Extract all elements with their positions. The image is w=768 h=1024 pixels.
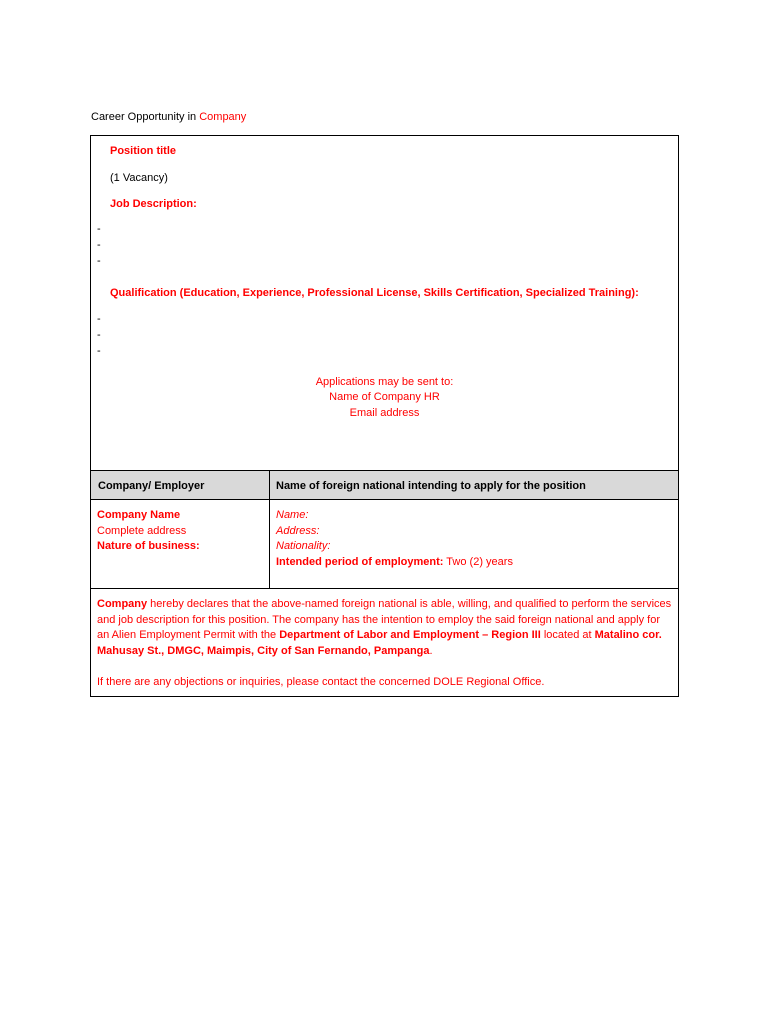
heading-company: Company — [199, 111, 247, 123]
qualification-label: Qualification (Education, Experience, Professional License, Skills Certification, Specialized Training): — [110, 287, 639, 299]
nationality-label: Nationality: — [276, 540, 331, 552]
applications-email: Email address — [349, 407, 420, 419]
declaration-body-3: . — [429, 644, 433, 657]
page-heading — [91, 110, 246, 124]
applications-intro: Applications may be sent to: — [315, 376, 454, 388]
table-body-row — [91, 500, 678, 588]
position-title: Position title — [110, 145, 176, 157]
job-description-label: Job Description: — [110, 198, 197, 210]
declaration-body-2: located at — [540, 629, 595, 642]
company-name: Company Name — [97, 509, 181, 521]
company-address: Complete address — [97, 524, 187, 537]
qualification-item: - — [97, 329, 101, 341]
declaration-company: Company — [97, 598, 148, 610]
table-header-row — [91, 470, 678, 500]
company-cell — [97, 508, 200, 555]
job-posting-table — [90, 135, 679, 697]
declaration-section — [91, 588, 678, 696]
declaration-note: If there are any objections or inquiries, please contact the concerned DOLE Regional Office. — [97, 676, 545, 688]
job-details-section — [91, 136, 678, 470]
declaration-body-1: hereby declares that the above-named foreign national is able, willing, and qualified to perform the services and job description for this position. The company has the intention to employ the said foreign national and apply for an Alien Employment Permit with the — [97, 598, 672, 642]
qualification-item: - — [97, 345, 101, 357]
job-description-item: - — [97, 255, 101, 267]
applications-hr-name: Name of Company HR — [329, 391, 440, 403]
qualification-item: - — [97, 313, 101, 325]
name-label: Name: — [276, 509, 309, 521]
address-label: Address: — [276, 524, 320, 537]
header-foreign-national: Name of foreign national intending to apply for the position — [276, 480, 586, 492]
nature-of-business-label: Nature of business: — [97, 540, 200, 552]
job-description-item: - — [97, 223, 101, 235]
employment-period-label: Intended period of employment: — [276, 555, 444, 568]
job-description-item: - — [97, 239, 101, 251]
declaration-department: Department of Labor and Employment – Region III — [279, 629, 541, 642]
declaration-text — [97, 597, 673, 659]
heading-prefix: Career Opportunity in — [91, 111, 200, 123]
declaration-address: Matalino cor. Mahusay St., DMGC, Maimpis, City of San Fernando, Pampanga — [97, 629, 662, 657]
foreign-national-cell — [276, 508, 513, 570]
employment-period-value: Two (2) years — [443, 555, 513, 568]
vacancy-count: (1 Vacancy) — [110, 172, 168, 184]
employment-period — [276, 555, 513, 571]
header-company-employer: Company/ Employer — [98, 480, 205, 492]
